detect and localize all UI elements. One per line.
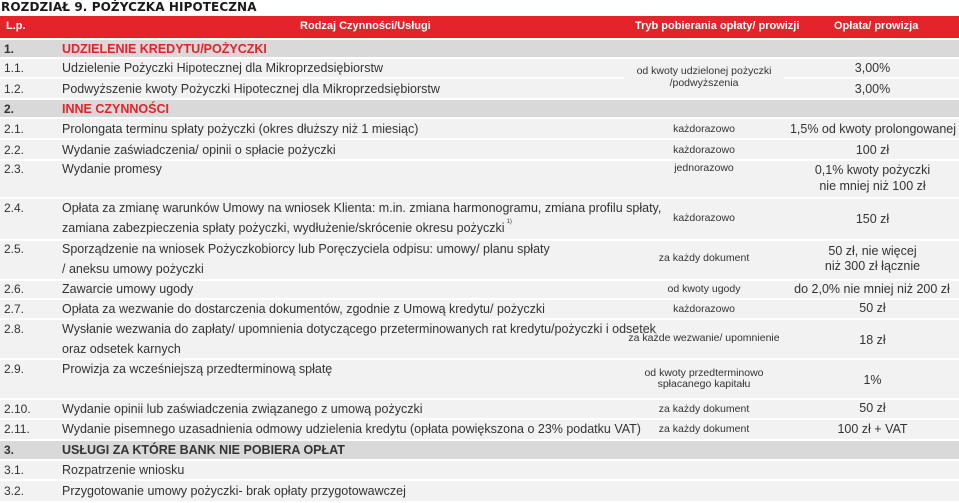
row-fee-line2: nie mniej niż 100 zł — [819, 179, 926, 193]
row-description-line1: Wysłanie wezwania do zapłaty/ upomnienia dotyczącego przeterminowanych rat kredytu/pożyczki i odsetek — [62, 322, 656, 336]
table-row — [0, 140, 959, 159]
header-service: Rodzaj Czynności/Usługi — [300, 20, 431, 32]
table-row — [0, 360, 959, 398]
table-header — [0, 16, 959, 38]
footnote-marker: 1) — [506, 219, 512, 225]
row-fee: 150 zł — [855, 212, 890, 226]
row-fee: 100 zł — [855, 143, 890, 157]
table-row — [0, 79, 959, 98]
header-lp: L.p. — [6, 20, 26, 32]
table-row — [0, 300, 959, 318]
row-number: 1.2. — [4, 82, 25, 96]
row-number: 2.4. — [4, 201, 25, 215]
table-row — [0, 461, 959, 479]
row-description: Wydanie pisemnego uzasadnienia odmowy udzielenia kredytu (opłata powiększona o 23% podatku VAT) — [62, 422, 641, 436]
row-description: Przygotowanie umowy pożyczki- brak opłaty przygotowawczej — [62, 484, 406, 498]
row-number: 2.2. — [4, 143, 25, 157]
row-fee: 18 zł — [859, 333, 886, 347]
row-fee: 50 zł — [859, 401, 886, 415]
row-description-line1: Sporządzenie na wniosek Pożyczkobiorcy lub Poręczyciela odpisu: umowy/ planu spłaty — [62, 242, 550, 256]
table-row-section — [0, 441, 959, 459]
table-row-section — [0, 40, 959, 57]
row-description: Udzielenie Pożyczki Hipotecznej dla Mikroprzedsiębiorstw — [62, 61, 383, 75]
row-number: 1. — [4, 42, 15, 56]
table-row — [0, 161, 959, 197]
row-mode: jednorazowo — [674, 162, 734, 174]
row-description: Wydanie opinii lub zaświadczenia związanego z umową pożyczki — [62, 402, 423, 416]
row-fee-line1: 0,1% kwoty pożyczki — [814, 163, 931, 177]
row-fee-line1: 50 zł, nie więcej — [828, 244, 917, 258]
row-number: 2. — [4, 102, 15, 116]
row-mode-line2: spłacanego kapitału — [657, 378, 751, 390]
row-number: 2.8. — [4, 322, 25, 336]
row-description: Wydanie zaświadczenia/ opinii o spłacie pożyczki — [62, 143, 336, 157]
row-description-line2: oraz odsetek karnych — [62, 342, 181, 356]
table-row — [0, 320, 959, 358]
table-row — [0, 199, 959, 239]
row-number: 2.3. — [4, 162, 25, 176]
row-mode: za każde wezwanie/ upomnienie — [628, 332, 780, 344]
row-description-line2: zamiana zabezpieczenia spłaty pożyczki, wydłużenie/skrócenie okresu pożyczki $^{1)}$ — [62, 219, 512, 235]
row-mode: każdorazowo — [673, 123, 735, 135]
row-number: 2.10. — [4, 402, 31, 416]
row-number: 2.6. — [4, 282, 25, 296]
row-number: 3. — [4, 443, 15, 457]
header-mode: Tryb pobierania opłaty/ prowizji — [635, 20, 800, 32]
table-row — [0, 241, 959, 279]
row-description-line1: Opłata za zmianę warunków Umowy na wniosek Klienta: m.in. zmiana harmonogramu, zmiana profilu spłaty, — [62, 201, 662, 215]
table-row-section — [0, 100, 959, 117]
row-number: 3.2. — [4, 484, 25, 498]
row-fee-line2: niż 300 zł łącznie — [824, 259, 921, 273]
row-description-line2: / aneksu umowy pożyczki — [62, 262, 204, 276]
page-title: ROZDZIAŁ 9. POŻYCZKA HIPOTECZNA — [1, 0, 257, 14]
row-fee: 50 zł — [859, 301, 886, 315]
mode-line1: od kwoty udzielonej pożyczki — [636, 65, 772, 77]
row-description: Podwyższenie kwoty Pożyczki Hipotecznej dla Mikroprzedsiębiorstw — [62, 82, 440, 96]
row-fee: 3,00% — [854, 82, 891, 96]
row-fee: 100 zł + VAT — [837, 422, 908, 436]
table-row — [0, 400, 959, 418]
merged-mode-cell — [624, 59, 784, 98]
row-fee: 1,5% od kwoty prolongowanej — [789, 122, 957, 136]
row-mode: za każdy dokument — [658, 252, 750, 264]
header-fee: Opłata/ prowizja — [834, 20, 919, 32]
row-number: 1.1. — [4, 61, 25, 75]
section-title: UDZIELENIE KREDYTU/POŻYCZKI — [62, 42, 267, 56]
row-mode: za każdy dokument — [658, 403, 750, 415]
row-mode: za każdy dokument — [658, 423, 750, 435]
row-number: 2.1. — [4, 122, 25, 136]
row-mode: każdorazowo — [673, 303, 735, 315]
table-row — [0, 59, 959, 77]
row-description: Rozpatrzenie wniosku — [62, 463, 185, 477]
table-row — [0, 119, 959, 138]
table-row — [0, 281, 959, 298]
row-mode: od kwoty ugody — [667, 283, 741, 295]
row-fee: 1% — [863, 373, 882, 387]
row-number: 2.7. — [4, 302, 25, 316]
row-number: 2.5. — [4, 242, 25, 256]
table-row — [0, 420, 959, 439]
row-mode: każdorazowo — [673, 144, 735, 156]
mode-line2: /podwyższenia — [669, 77, 739, 89]
row-description: Zawarcie umowy ugody — [62, 282, 194, 296]
row-description: Prolongata terminu spłaty pożyczki (okres dłuższy niż 1 miesiąc) — [62, 122, 419, 136]
row-fee: 3,00% — [854, 61, 891, 75]
row-description: Opłata za wezwanie do dostarczenia dokumentów, zgodnie z Umową kredytu/ pożyczki — [62, 302, 545, 316]
row-number: 2.11. — [4, 422, 30, 436]
row-description: Wydanie promesy — [62, 162, 162, 176]
row-number: 3.1. — [4, 463, 25, 477]
row-number: 2.9. — [4, 362, 25, 376]
row-fee: do 2,0% nie mniej niż 200 zł — [794, 282, 950, 296]
row-description: Prowizja za wcześniejszą przedterminową spłatę — [62, 362, 333, 376]
row-mode: każdorazowo — [673, 212, 735, 224]
table-row — [0, 481, 959, 501]
section-title: INNE CZYNNOŚCI — [62, 102, 169, 116]
section-title: USŁUGI ZA KTÓRE BANK NIE POBIERA OPŁAT — [62, 443, 345, 457]
row-mode-line1: od kwoty przedterminowo — [644, 367, 764, 379]
